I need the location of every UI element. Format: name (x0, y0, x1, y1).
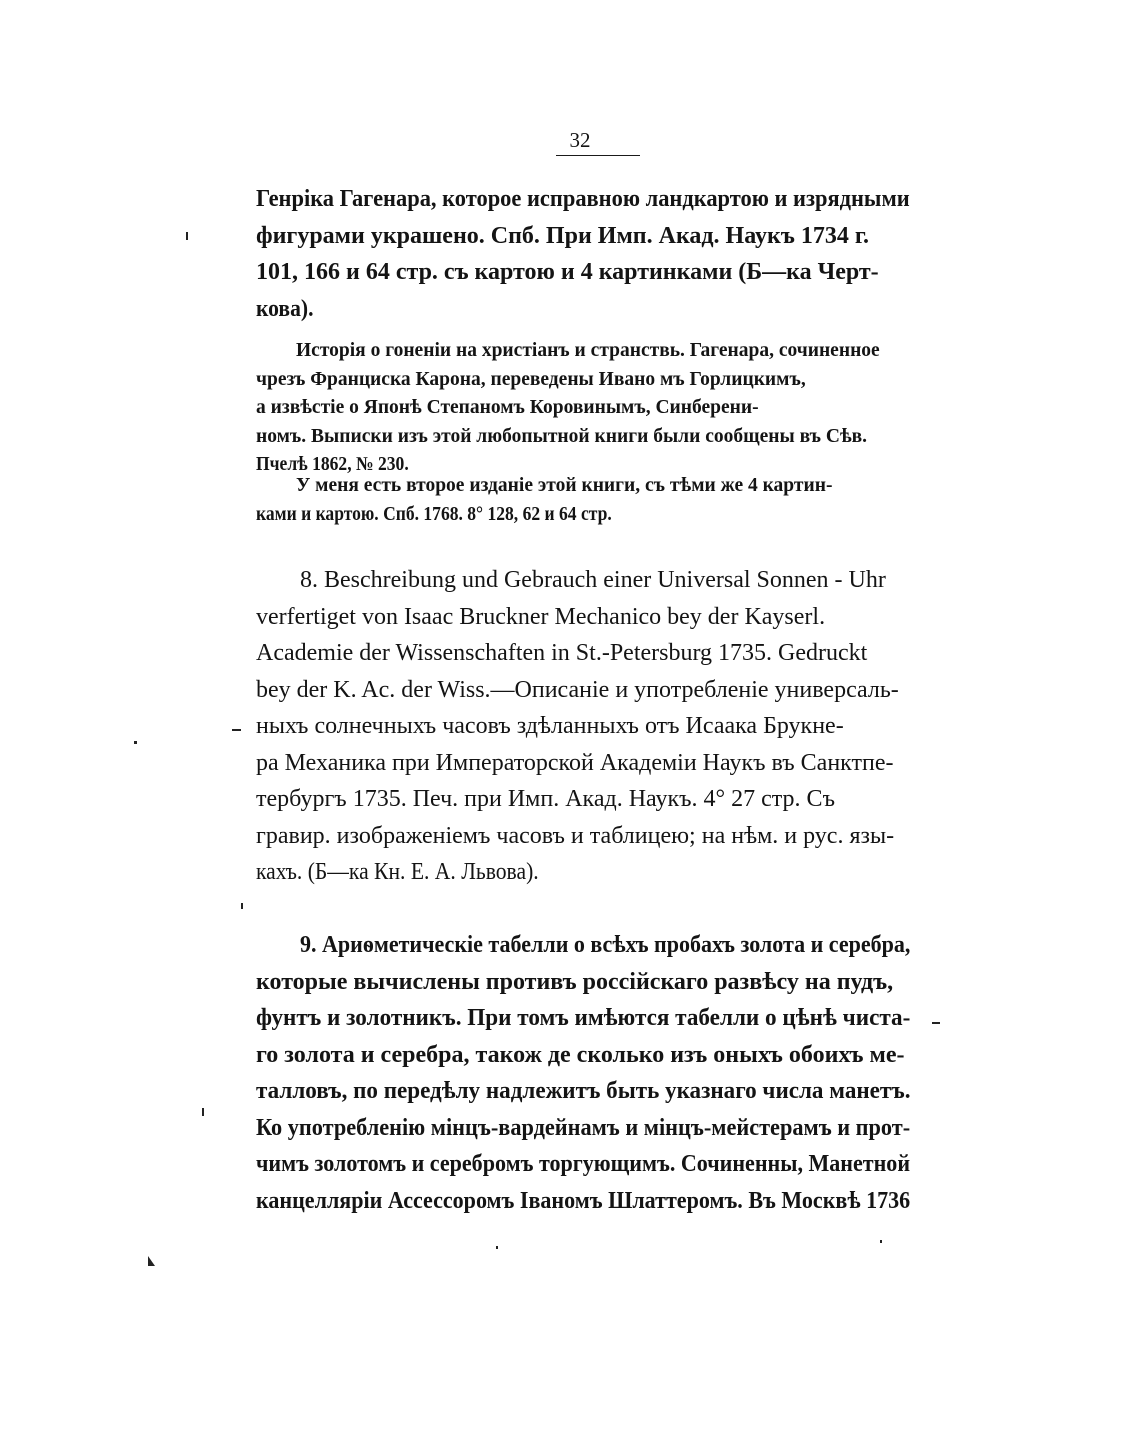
text-line: чимъ золотомъ и серебромъ торгующимъ. Сочиненны, Манетной (256, 1151, 911, 1177)
scan-speck (241, 903, 243, 909)
scan-speck (202, 1108, 204, 1116)
scan-speck (134, 741, 137, 744)
text-line: талловъ, по передѣлу надлежитъ быть указнаго числа манетъ. (256, 1078, 911, 1104)
bibliography-entry-9 (256, 927, 910, 1219)
footnote-paragraph (256, 337, 910, 480)
text-line: кахъ. (Б—ка Кн. Е. А. Львова). (256, 859, 539, 885)
bibliography-entry-8 (256, 562, 910, 891)
text-line: Пчелѣ 1862, № 230. (256, 454, 409, 475)
text-line: 8. Beschreibung und Gebrauch einer Universal Sonnen - Uhr (300, 567, 886, 593)
text-line: bey der K. Ac. der Wiss.—Описаніе и употребленіе универсаль- (256, 676, 899, 703)
text-line: чрезъ Франциска Карона, переведены Ивано мъ Горлицкимъ, (256, 368, 806, 390)
text-line: ныхъ солнечныхъ часовъ здѣланныхъ отъ Исаака Брукне- (256, 713, 844, 739)
text-line: ра Механика при Императорской Академіи Наукъ въ Санктпе- (256, 749, 894, 776)
text-line: фигурами украшено. Спб. При Имп. Акад. Наукъ 1734 г. (256, 222, 870, 249)
page-number-rule (556, 155, 640, 156)
text-line: ками и картою. Спб. 1768. 8° 128, 62 и 64 стр. (256, 503, 612, 525)
text-line: У меня есть второе изданіе этой книги, съ тѣми же 4 картин- (296, 475, 833, 496)
scan-speck (186, 232, 188, 240)
scan-speck (880, 1240, 882, 1243)
text-line: 101, 166 и 64 стр. съ картою и 4 картинками (Б—ка Черт- (256, 259, 879, 285)
text-line: которые вычислены противъ россійскаго развѣсу на пудъ, (256, 968, 894, 995)
continuation-paragraph (256, 181, 910, 327)
text-line: Ко употребленію мінцъ-вардейнамъ и мінцъ-мейстерамъ и прот- (256, 1114, 911, 1141)
scan-speck (496, 1246, 498, 1249)
scan-speck (232, 729, 241, 731)
text-line: verfertiget von Isaac Bruckner Mechanico bey der Kayserl. (256, 603, 826, 630)
text-line: Генріка Гагенара, которое исправною ландкартою и изрядными (256, 186, 910, 212)
text-line: кова). (256, 295, 314, 322)
text-line: 9. Ариѳметическіе табелли о всѣхъ пробахъ золота и серебра, (299, 932, 911, 958)
text-line: гравир. изображеніемъ часовъ и таблицею; на нѣм. и рус. язы- (256, 822, 895, 849)
text-line: фунтъ и золотникъ. При томъ имѣются табелли о цѣнѣ чиста- (256, 1005, 911, 1031)
text-line: тербургъ 1735. Печ. при Имп. Акад. Наукъ. 4° 27 стр. Съ (256, 786, 835, 812)
footnote-paragraph (256, 472, 910, 529)
scan-speck (932, 1022, 940, 1024)
text-line: Исторія о гоненіи на христіанъ и странствь. Гагенара, сочиненное (296, 340, 880, 361)
text-line: Academie der Wissenschaften in St.-Petersburg 1735. Gedruckt (256, 640, 868, 666)
text-line: номъ. Выписки изъ этой любопытной книги были сообщены въ Сѣв. (256, 425, 868, 447)
text-line: а извѣстіе о Японѣ Степаномъ Коровинымъ, Синберени- (256, 397, 759, 418)
text-line: го золота и серебра, також де сколько изъ оныхъ обоихъ ме- (256, 1041, 905, 1068)
scan-speck (148, 1256, 155, 1266)
text-line: канцелляріи Ассессоромъ Іваномъ Шлаттеромъ. Въ Москвѣ 1736 (256, 1187, 911, 1214)
page-number: 32 (569, 128, 591, 152)
